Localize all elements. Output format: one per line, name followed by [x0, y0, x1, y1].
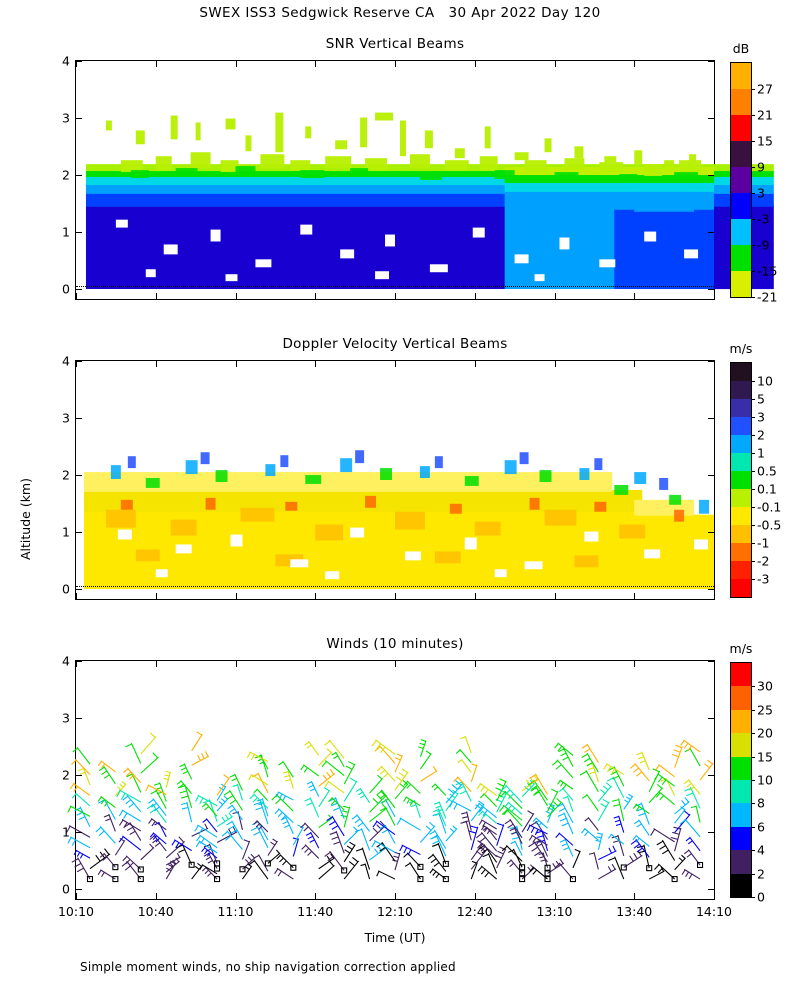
y-tick-mark — [708, 832, 714, 833]
x-tick-mark — [475, 593, 476, 599]
y-tick-mark — [76, 418, 82, 419]
y-tick-label: 0 — [62, 881, 70, 897]
axis-ylabel: Altitude (km) — [18, 478, 33, 560]
x-tick-mark — [475, 661, 476, 667]
colorbar-tick-label: -9 — [757, 237, 770, 253]
colorbar-tick-label: 3 — [757, 409, 765, 425]
panel-doppler-title: Doppler Velocity Vertical Beams — [282, 336, 508, 352]
x-tick-mark — [555, 893, 556, 899]
colorbar-tick-label: 25 — [757, 702, 773, 718]
x-tick-mark — [236, 61, 237, 67]
colorbar-tick-label: 0.5 — [757, 463, 777, 479]
colorbar-tick-mark — [751, 271, 755, 272]
x-tick-mark — [76, 293, 77, 299]
colorbar-tick-label: 8 — [757, 795, 765, 811]
colorbar-segment — [731, 489, 751, 507]
x-tick-mark — [76, 893, 77, 899]
colorbar-tick-mark — [751, 507, 755, 508]
x-tick-mark — [475, 893, 476, 899]
x-tick-mark — [76, 361, 77, 367]
x-tick-mark — [236, 361, 237, 367]
colorbar-tick-mark — [751, 897, 755, 898]
colorbar-tick-label: -1 — [757, 535, 770, 551]
x-tick-mark — [634, 593, 635, 599]
colorbar-tick-mark — [751, 89, 755, 90]
colorbar-segment — [731, 543, 751, 561]
colorbar-segment — [731, 381, 751, 399]
colorbar-segment — [731, 710, 751, 733]
panel-winds-title: Winds (10 minutes) — [326, 636, 464, 652]
colorbar-tick-mark — [751, 399, 755, 400]
x-tick-mark — [475, 293, 476, 299]
y-tick-label: 2 — [62, 467, 70, 483]
y-tick-mark — [76, 718, 82, 719]
y-tick-mark — [708, 532, 714, 533]
colorbar-segment — [731, 63, 751, 89]
colorbar-doppler — [729, 341, 782, 598]
x-tick-mark — [156, 661, 157, 667]
colorbar-segment — [731, 363, 751, 381]
colorbar-tick-label: 6 — [757, 819, 765, 835]
x-tick-mark — [714, 661, 715, 667]
colorbar-tick-label: -3 — [757, 211, 770, 227]
colorbar-segment — [731, 686, 751, 709]
panel-winds — [57, 636, 733, 919]
colorbar-tick-label: 0 — [757, 889, 765, 905]
y-tick-label: 3 — [62, 710, 70, 726]
y-tick-label: 3 — [62, 110, 70, 126]
x-tick-label: 11:10 — [217, 904, 254, 919]
y-tick-mark — [708, 232, 714, 233]
colorbar-tick-mark — [751, 733, 755, 734]
colorbar-tick-mark — [751, 115, 755, 116]
colorbar-tick-label: 1 — [757, 445, 765, 461]
colorbar-winds-unit: m/s — [729, 641, 753, 656]
colorbar-tick-label: -0.5 — [757, 517, 782, 533]
panel-winds-plot — [57, 653, 733, 919]
x-tick-mark — [555, 61, 556, 67]
x-tick-mark — [634, 893, 635, 899]
snr-field — [76, 61, 714, 299]
colorbar-tick-mark — [751, 297, 755, 298]
snr-zero-line — [76, 286, 714, 287]
x-tick-mark — [475, 61, 476, 67]
colorbar-tick-label: 4 — [757, 842, 765, 858]
colorbar-tick-mark — [751, 167, 755, 168]
colorbar-tick-mark — [751, 543, 755, 544]
x-tick-mark — [236, 661, 237, 667]
colorbar-tick-mark — [751, 525, 755, 526]
x-tick-mark — [555, 361, 556, 367]
panel-snr-title: SNR Vertical Beams — [325, 36, 465, 52]
x-tick-mark — [156, 361, 157, 367]
colorbar-tick-mark — [751, 471, 755, 472]
y-tick-mark — [76, 175, 82, 176]
winds-barbs — [76, 661, 714, 899]
colorbar-segment — [731, 663, 751, 686]
x-tick-mark — [475, 361, 476, 367]
x-tick-mark — [236, 293, 237, 299]
x-tick-mark — [156, 893, 157, 899]
x-tick-mark — [714, 893, 715, 899]
colorbar-tick-label: 30 — [757, 678, 773, 694]
colorbar-segment — [731, 874, 751, 897]
colorbar-segment — [731, 399, 751, 417]
colorbar-tick-mark — [751, 193, 755, 194]
y-tick-label: 1 — [62, 524, 70, 540]
x-tick-mark — [395, 361, 396, 367]
x-tick-mark — [315, 293, 316, 299]
colorbar-tick-label: 3 — [757, 185, 765, 201]
x-tick-mark — [395, 61, 396, 67]
x-tick-mark — [634, 61, 635, 67]
y-tick-mark — [708, 718, 714, 719]
x-tick-label: 10:10 — [57, 904, 95, 919]
colorbar-segment — [731, 803, 751, 826]
x-tick-mark — [395, 893, 396, 899]
y-tick-mark — [708, 589, 714, 590]
x-tick-label: 13:40 — [616, 904, 653, 919]
y-tick-mark — [76, 289, 82, 290]
colorbar-tick-mark — [751, 579, 755, 580]
y-tick-mark — [76, 589, 82, 590]
x-tick-mark — [315, 61, 316, 67]
colorbar-segment — [731, 507, 751, 525]
y-tick-label: 4 — [62, 53, 70, 69]
colorbar-tick-mark — [751, 757, 755, 758]
x-tick-mark — [714, 293, 715, 299]
colorbar-tick-mark — [751, 710, 755, 711]
y-tick-mark — [76, 118, 82, 119]
colorbar-tick-label: 20 — [757, 725, 773, 741]
colorbar-tick-label: -21 — [757, 289, 778, 305]
colorbar-tick-label: 21 — [757, 107, 773, 123]
colorbar-winds — [729, 641, 773, 905]
colorbar-tick-mark — [751, 417, 755, 418]
y-tick-label: 0 — [62, 281, 70, 297]
x-tick-mark — [315, 893, 316, 899]
x-tick-mark — [714, 61, 715, 67]
colorbar-tick-label: 5 — [757, 391, 765, 407]
colorbar-segment — [731, 757, 751, 780]
x-tick-mark — [714, 593, 715, 599]
colorbar-segment — [731, 271, 751, 297]
colorbar-segment — [731, 850, 751, 873]
x-tick-mark — [634, 661, 635, 667]
colorbar-doppler-unit: m/s — [729, 341, 753, 356]
x-tick-label: 12:10 — [376, 904, 414, 919]
x-tick-mark — [315, 661, 316, 667]
panel-doppler-plot — [62, 353, 715, 600]
x-tick-mark — [156, 61, 157, 67]
x-tick-mark — [156, 593, 157, 599]
colorbar-segment — [731, 561, 751, 579]
figure-suptitle: SWEX ISS3 Sedgwick Reserve CA 30 Apr 2022 Day 120 — [199, 5, 601, 21]
x-tick-mark — [76, 593, 77, 599]
x-tick-mark — [634, 361, 635, 367]
colorbar-segment — [731, 417, 751, 435]
x-tick-mark — [395, 293, 396, 299]
colorbar-segment — [731, 827, 751, 850]
colorbar-tick-mark — [751, 381, 755, 382]
x-tick-mark — [236, 593, 237, 599]
y-tick-mark — [76, 775, 82, 776]
x-tick-mark — [395, 661, 396, 667]
colorbar-tick-mark — [751, 453, 755, 454]
colorbar-segment — [731, 193, 751, 219]
colorbar-segment — [731, 89, 751, 115]
colorbar-tick-label: 15 — [757, 133, 773, 149]
colorbar-tick-label: 2 — [757, 427, 765, 443]
colorbar-segment — [731, 141, 751, 167]
colorbar-segment — [731, 219, 751, 245]
colorbar-segment — [731, 579, 751, 597]
x-tick-label: 12:40 — [456, 904, 493, 919]
y-tick-label: 1 — [62, 224, 70, 240]
x-tick-mark — [714, 361, 715, 367]
x-tick-mark — [555, 593, 556, 599]
y-tick-mark — [76, 532, 82, 533]
panel-snr — [62, 36, 715, 300]
doppler-zero-line — [76, 586, 714, 587]
x-tick-mark — [315, 593, 316, 599]
doppler-field — [76, 361, 714, 599]
colorbar-tick-label: 2 — [757, 866, 765, 882]
y-tick-label: 4 — [62, 653, 70, 669]
colorbar-snr-unit: dB — [732, 41, 750, 56]
colorbar-tick-label: -3 — [757, 571, 770, 587]
x-tick-mark — [76, 661, 77, 667]
x-tick-label: 14:10 — [695, 904, 733, 919]
x-tick-mark — [315, 361, 316, 367]
y-tick-label: 0 — [62, 581, 70, 597]
y-tick-mark — [708, 118, 714, 119]
y-tick-label: 2 — [62, 167, 70, 183]
colorbar-tick-mark — [751, 219, 755, 220]
y-tick-label: 3 — [62, 410, 70, 426]
y-tick-label: 2 — [62, 767, 70, 783]
colorbar-segment — [731, 471, 751, 489]
y-tick-mark — [708, 418, 714, 419]
colorbar-tick-mark — [751, 561, 755, 562]
colorbar-tick-label: -15 — [757, 263, 778, 279]
y-tick-mark — [708, 889, 714, 890]
colorbar-segment — [731, 453, 751, 471]
y-tick-mark — [76, 232, 82, 233]
y-tick-mark — [708, 775, 714, 776]
colorbar-segment — [731, 167, 751, 193]
y-tick-label: 4 — [62, 353, 70, 369]
colorbar-segment — [731, 733, 751, 756]
colorbar-tick-label: 10 — [757, 772, 773, 788]
y-tick-mark — [708, 175, 714, 176]
colorbar-tick-label: 9 — [757, 159, 765, 175]
colorbar-tick-label: 15 — [757, 749, 773, 765]
colorbar-segment — [731, 780, 751, 803]
y-tick-mark — [76, 889, 82, 890]
figure-footnote: Simple moment winds, no ship navigation correction applied — [80, 960, 456, 974]
y-tick-mark — [76, 475, 82, 476]
x-tick-mark — [555, 661, 556, 667]
y-tick-mark — [708, 289, 714, 290]
y-tick-mark — [708, 475, 714, 476]
colorbar-tick-mark — [751, 141, 755, 142]
x-tick-label: 13:10 — [536, 904, 573, 919]
colorbar-snr — [730, 41, 778, 305]
x-tick-mark — [236, 893, 237, 899]
colorbar-tick-label: -0.1 — [757, 499, 782, 515]
colorbar-tick-mark — [751, 827, 755, 828]
x-tick-mark — [395, 593, 396, 599]
y-tick-mark — [76, 832, 82, 833]
colorbar-tick-mark — [751, 489, 755, 490]
x-tick-mark — [156, 293, 157, 299]
x-tick-label: 10:40 — [137, 904, 174, 919]
colorbar-tick-mark — [751, 245, 755, 246]
x-tick-mark — [634, 293, 635, 299]
colorbar-tick-mark — [751, 874, 755, 875]
axis-xlabel: Time (UT) — [364, 930, 426, 945]
colorbar-segment — [731, 435, 751, 453]
colorbar-tick-label: 27 — [757, 81, 773, 97]
x-tick-mark — [555, 293, 556, 299]
colorbar-tick-mark — [751, 686, 755, 687]
colorbar-tick-mark — [751, 850, 755, 851]
x-tick-mark — [76, 61, 77, 67]
colorbar-tick-label: 10 — [757, 373, 773, 389]
colorbar-tick-mark — [751, 803, 755, 804]
panel-doppler — [62, 336, 715, 600]
colorbar-segment — [731, 245, 751, 271]
panel-snr-plot — [62, 53, 715, 300]
colorbar-tick-label: 0.1 — [757, 481, 777, 497]
colorbar-segment — [731, 115, 751, 141]
colorbar-segment — [731, 525, 751, 543]
colorbar-tick-mark — [751, 435, 755, 436]
colorbar-tick-mark — [751, 780, 755, 781]
colorbar-tick-label: -2 — [757, 553, 770, 569]
y-tick-label: 1 — [62, 824, 70, 840]
x-tick-label: 11:40 — [297, 904, 334, 919]
